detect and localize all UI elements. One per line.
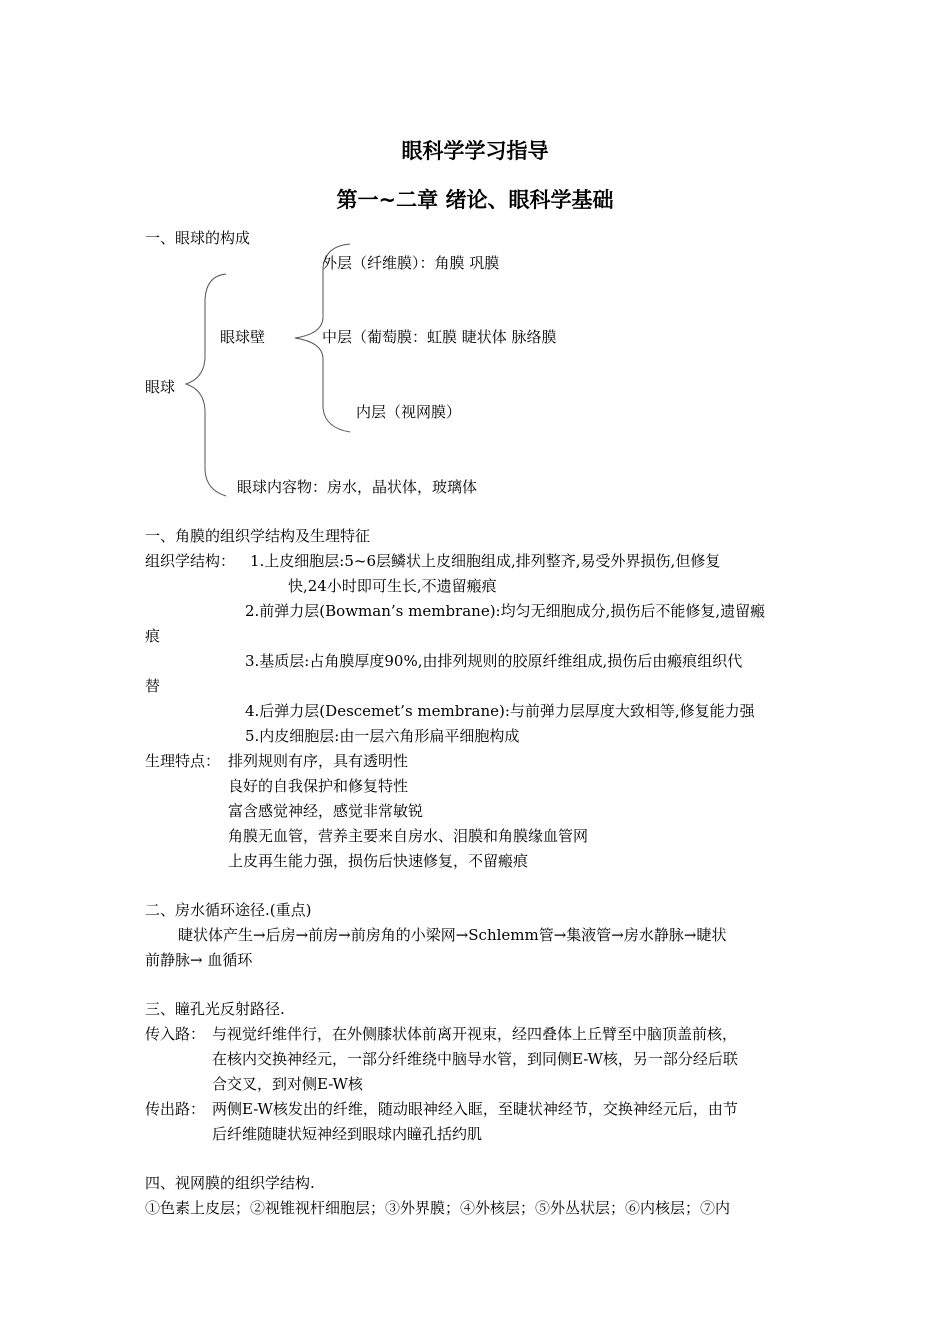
middle-layer-label: 中层（葡萄膜：虹膜 睫状体 脉络膜 xyxy=(322,328,557,346)
brace-eyeball xyxy=(186,274,226,496)
cornea-layer-line: 快,24小时即可生长,不遗留瘢痕 xyxy=(288,577,497,595)
retina-layers-line: ①色素上皮层；②视锥视杆细胞层；③外界膜；④外核层；⑤外丛状层；⑥内核层；⑦内 xyxy=(145,1199,731,1217)
chapter-title: 第一~二章 绪论、眼科学基础 xyxy=(336,188,614,212)
physio-item: 角膜无血管，营养主要来自房水、泪膜和角膜缘血管网 xyxy=(228,827,589,845)
section-heading-aqueous: 二、房水循环途径.(重点) xyxy=(145,901,312,919)
cornea-layer-line: 4.后弹力层(Descemet’s membrane):与前弹力层厚度大致相等,修复能力强 xyxy=(245,702,755,720)
cornea-layer-line: 3.基质层:占角膜厚度90%,由排列规则的胶原纤维组成,损伤后由瘢痕组织代 xyxy=(245,652,743,670)
inner-layer-label: 内层（视网膜） xyxy=(356,403,462,421)
section-heading-pupil: 三、瞳孔光反射路径. xyxy=(145,1000,285,1018)
cornea-layer-line: 2.前弹力层(Bowman’s membrane):均匀无细胞成分,损伤后不能修复,遗留瘢 xyxy=(245,602,766,620)
eyeball-contents-label: 眼球内容物：房水，晶状体，玻璃体 xyxy=(237,478,478,496)
outer-layer-label: 外层（纤维膜）：角膜 巩膜 xyxy=(322,254,500,272)
section-heading-cornea: 一、角膜的组织学结构及生理特征 xyxy=(145,527,371,545)
document-title: 眼科学学习指导 xyxy=(401,139,549,163)
physio-item: 上皮再生能力强，损伤后快速修复，不留瘢痕 xyxy=(228,852,529,870)
eyeball-root-label: 眼球 xyxy=(145,378,176,396)
efferent-line: 后纤维随睫状短神经到眼球内瞳孔括约肌 xyxy=(212,1125,483,1143)
afferent-line: 合交叉，到对侧E-W核 xyxy=(212,1075,363,1093)
cornea-layer-line: 1.上皮细胞层:5~6层鳞状上皮细胞组成,排列整齐,易受外界损伤,但修复 xyxy=(250,552,721,570)
physio-label: 生理特点： xyxy=(145,752,221,770)
physio-item: 富含感觉神经，感觉非常敏锐 xyxy=(228,802,424,820)
cornea-layer-line: 5.内皮细胞层:由一层六角形扁平细胞构成 xyxy=(245,727,520,745)
physio-item: 排列规则有序，具有透明性 xyxy=(228,752,409,770)
aqueous-path-line: 睫状体产生→后房→前房→前房角的小梁网→Schlemm管→集液管→房水静脉→睫状 xyxy=(178,926,727,944)
cornea-layer-line: 替 xyxy=(145,677,161,695)
structure-label: 组织学结构： xyxy=(145,552,236,570)
afferent-line: 与视觉纤维伴行，在外侧膝状体前离开视束，经四叠体上丘臂至中脑顶盖前核， xyxy=(212,1025,738,1043)
afferent-line: 在核内交换神经元，一部分纤维绕中脑导水管，到同侧E-W核，另一部分经后联 xyxy=(212,1050,738,1068)
section-heading-eyeball: 一、眼球的构成 xyxy=(145,229,251,247)
aqueous-path-line: 前静脉→ 血循环 xyxy=(145,951,253,969)
cornea-layer-line: 痕 xyxy=(145,627,161,645)
section-heading-retina: 四、视网膜的组织学结构. xyxy=(145,1174,315,1192)
afferent-label: 传入路： xyxy=(145,1025,206,1043)
eyeball-wall-label: 眼球壁 xyxy=(220,328,266,346)
efferent-line: 两侧E-W核发出的纤维，随动眼神经入眶，至睫状神经节，交换神经元后，由节 xyxy=(212,1100,738,1118)
physio-item: 良好的自我保护和修复特性 xyxy=(228,777,409,795)
efferent-label: 传出路： xyxy=(145,1100,206,1118)
